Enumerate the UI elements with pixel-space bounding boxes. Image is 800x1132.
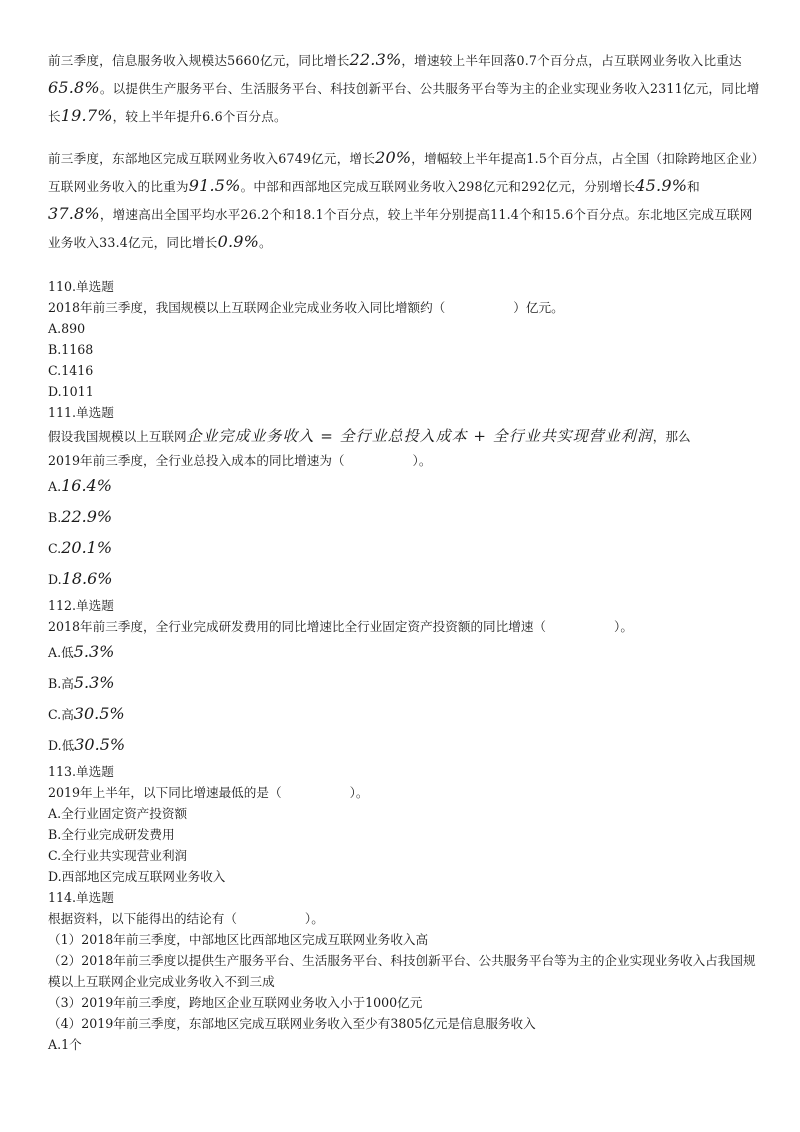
text: ，较上半年提升6.6个百分点。 xyxy=(112,109,287,124)
question-stem-cont xyxy=(48,450,760,471)
option-text: 1011 xyxy=(61,384,94,399)
option-label: B. xyxy=(48,510,62,525)
paragraph-info-services xyxy=(48,46,760,130)
option-text: 全行业完成研发费用 xyxy=(61,827,175,842)
option-c[interactable] xyxy=(48,360,760,381)
option-text: 5.3% xyxy=(73,673,115,692)
option-text: 890 xyxy=(61,321,86,336)
document-page xyxy=(48,46,760,1055)
question-stem xyxy=(48,423,760,450)
option-text: 全行业固定资产投资额 xyxy=(61,806,188,821)
option-label: C. xyxy=(48,707,62,722)
option-text: 5.3% xyxy=(73,642,115,661)
option-a[interactable] xyxy=(48,803,760,824)
option-text: 16.4% xyxy=(61,476,112,495)
question-number: 112.单选题 xyxy=(48,598,114,613)
percent-value: 65.8% xyxy=(48,78,100,97)
option-a[interactable] xyxy=(48,471,760,502)
option-word: 高 xyxy=(61,707,74,722)
option-label: B. xyxy=(48,827,62,842)
percent-value: 0.9% xyxy=(217,232,260,251)
option-label: C. xyxy=(48,848,62,863)
statement-1: （1）2018年前三季度，中部地区比西部地区完成互联网业务收入高 xyxy=(48,932,429,947)
statement-3: （3）2019年前三季度，跨地区企业互联网业务收入小于1000亿元 xyxy=(48,995,423,1010)
option-label: A. xyxy=(48,479,62,494)
statement-2: （2）2018年前三季度以提供生产服务平台、生活服务平台、科技创新平台、公共服务平台等为主的企业实现业务收入占我国规模以上互联网企业完成业务收入不到三成 xyxy=(48,953,756,989)
question-114 xyxy=(48,887,760,1055)
option-text: 20.1% xyxy=(61,538,113,557)
option-b[interactable] xyxy=(48,668,760,699)
option-a[interactable] xyxy=(48,1034,760,1055)
option-c[interactable] xyxy=(48,533,760,564)
formula: 企业完成业务收入 = 全行业总投入成本 + 全行业共实现营业利润 xyxy=(186,427,653,445)
option-c[interactable] xyxy=(48,699,760,730)
question-stem xyxy=(48,908,760,929)
text: 和 xyxy=(687,179,700,194)
option-label: B. xyxy=(48,676,62,691)
text: 。中部和西部地区完成互联网业务收入298亿元和292亿元，分别增长 xyxy=(240,179,636,194)
text: ，增幅较上半年提高1.5个百分点，占全国（扣除跨地区企业）互联网业务收入的比重为 xyxy=(48,151,759,194)
stem-text: ）亿元。 xyxy=(513,300,564,315)
option-label: A. xyxy=(48,806,62,821)
question-number: 111.单选题 xyxy=(48,405,114,420)
option-label: C. xyxy=(48,541,62,556)
text: 。 xyxy=(259,235,272,250)
stem-text: 假设我国规模以上互联网 xyxy=(48,429,187,444)
option-label: A. xyxy=(48,1037,62,1052)
option-label: A. xyxy=(48,321,62,336)
option-text: 30.5% xyxy=(74,735,126,754)
percent-value: 37.8% xyxy=(48,204,100,223)
text: 前三季度，东部地区完成互联网业务收入6749亿元，增长 xyxy=(48,151,376,166)
stem-text: 根据资料，以下能得出的结论有（ xyxy=(48,911,237,926)
stem-text: 2018年前三季度，我国规模以上互联网企业完成业务收入同比增额约（ xyxy=(48,300,446,315)
option-text: 22.9% xyxy=(61,507,113,526)
text: 。以提供生产服务平台、生活服务平台、科技创新平台、公共服务平台等为主的企业实现业务收入2311亿元，同比增长 xyxy=(48,81,760,124)
question-number: 114.单选题 xyxy=(48,890,114,905)
question-stem xyxy=(48,297,760,318)
text: 前三季度，信息服务收入规模达5660亿元，同比增长 xyxy=(48,53,350,68)
stem-text: ）。 xyxy=(349,785,369,800)
question-110 xyxy=(48,276,760,402)
percent-value: 20% xyxy=(375,148,412,167)
option-label: D. xyxy=(48,738,62,753)
stem-text: ，那么 xyxy=(652,429,691,444)
option-label: C. xyxy=(48,363,62,378)
question-number: 110.单选题 xyxy=(48,279,114,294)
text: ，增速高出全国平均水平26.2个和18.1个百分点，较上半年分别提高11.4个和15.6个百分点。东北地区完成互联网业务收入33.4亿元，同比增长 xyxy=(48,207,753,250)
percent-value: 91.5% xyxy=(188,176,241,195)
option-d[interactable] xyxy=(48,866,760,887)
option-text: 西部地区完成互联网业务收入 xyxy=(61,869,226,884)
option-a[interactable] xyxy=(48,637,760,668)
option-word: 低 xyxy=(61,738,75,753)
option-text: 1416 xyxy=(61,363,94,378)
stem-text: 2019年前三季度，全行业总投入成本的同比增速为（ xyxy=(48,453,345,468)
option-text: 1个 xyxy=(61,1037,82,1052)
option-word: 高 xyxy=(61,676,74,691)
option-text: 全行业共实现营业利润 xyxy=(61,848,188,863)
statement-4: （4）2019年前三季度，东部地区完成互联网业务收入至少有3805亿元是信息服务收入 xyxy=(48,1016,536,1031)
option-d[interactable] xyxy=(48,381,760,402)
option-label: A. xyxy=(48,645,62,660)
option-b[interactable] xyxy=(48,502,760,533)
question-number: 113.单选题 xyxy=(48,764,114,779)
stem-text: ）。 xyxy=(304,911,324,926)
option-d[interactable] xyxy=(48,730,760,761)
option-label: D. xyxy=(48,384,62,399)
option-text: 18.6% xyxy=(61,569,113,588)
option-text: 30.5% xyxy=(73,704,125,723)
percent-value: 19.7% xyxy=(60,106,113,125)
option-text: 1168 xyxy=(61,342,94,357)
stem-text: ）。 xyxy=(614,619,633,634)
percent-value: 45.9% xyxy=(635,176,688,195)
question-113 xyxy=(48,761,760,887)
option-word: 低 xyxy=(61,645,74,660)
stem-text: 2019年上半年，以下同比增速最低的是（ xyxy=(48,785,282,800)
option-b[interactable] xyxy=(48,824,760,845)
option-label: D. xyxy=(48,572,62,587)
question-stem xyxy=(48,782,760,803)
question-112 xyxy=(48,595,760,761)
question-stem xyxy=(48,616,760,637)
option-label: D. xyxy=(48,869,62,884)
text: ，增速较上半年回落0.7个百分点，占互联网业务收入比重达 xyxy=(401,53,742,68)
stem-text: 2018年前三季度，全行业完成研发费用的同比增速比全行业固定资产投资额的同比增速（ xyxy=(48,619,547,634)
stem-text: ）。 xyxy=(412,453,432,468)
option-b[interactable] xyxy=(48,339,760,360)
percent-value: 22.3% xyxy=(349,50,402,69)
option-c[interactable] xyxy=(48,845,760,866)
question-111 xyxy=(48,402,760,595)
paragraph-regional xyxy=(48,144,760,256)
option-label: B. xyxy=(48,342,62,357)
option-d[interactable] xyxy=(48,564,760,595)
option-a[interactable] xyxy=(48,318,760,339)
